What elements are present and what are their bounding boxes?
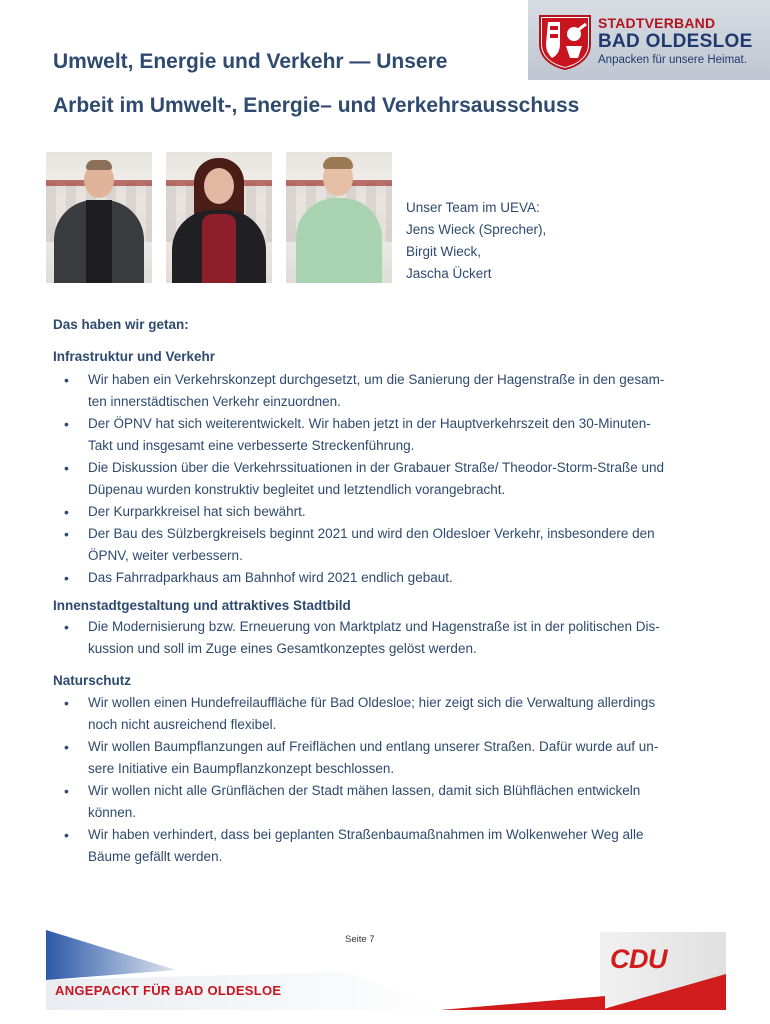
team-info bbox=[406, 197, 546, 285]
team-photo-birgit bbox=[166, 152, 272, 283]
list-item: • Wir wollen einen Hundefreilauffläche für Bad Oldesloe; hier zeigt sich die Verwaltung allerdings noch nicht ausreichend flexibel. bbox=[62, 692, 722, 736]
list-innenstadt bbox=[62, 616, 722, 660]
city-crest-icon bbox=[538, 14, 592, 70]
section-heading-verkehr: Infrastruktur und Verkehr bbox=[53, 349, 216, 364]
logo-line-2: BAD OLDESLOE bbox=[598, 31, 753, 52]
section-heading-innenstadt: Innenstadtgestaltung und attraktives Stadtbild bbox=[53, 598, 351, 613]
logo-tagline: Anpacken für unsere Heimat. bbox=[598, 54, 747, 66]
footer-red-stripe bbox=[440, 994, 605, 1010]
page-title-line-2: Arbeit im Umwelt-, Energie– und Verkehrsausschuss bbox=[53, 94, 580, 117]
section-heading-naturschutz: Naturschutz bbox=[53, 673, 132, 688]
list-item: • Der Kurparkkreisel hat sich bewährt. bbox=[62, 501, 722, 523]
team-member: Jascha Ückert bbox=[406, 266, 492, 281]
page-number: Seite 7 bbox=[345, 934, 375, 945]
list-item: • Die Modernisierung bzw. Erneuerung von Marktplatz und Hagenstraße ist in der politischen Dis- kussion und soll im Zuge eines Gesamtkonzeptes gelöst werden. bbox=[62, 616, 722, 660]
cdu-logo-text: CDU bbox=[610, 944, 667, 974]
list-verkehr bbox=[62, 369, 722, 589]
intro-heading: Das haben wir getan: bbox=[53, 317, 189, 332]
list-item: • Wir wollen nicht alle Grünflächen der Stadt mähen lassen, damit sich Blühflächen entwickeln können. bbox=[62, 780, 722, 824]
logo-line-1: STADTVERBAND bbox=[598, 15, 716, 31]
logo-banner bbox=[528, 0, 770, 80]
list-item: • Wir haben ein Verkehrskonzept durchgesetzt, um die Sanierung der Hagenstraße in den gesam- ten innerstädtischen Verkehr einzuordnen. bbox=[62, 369, 722, 413]
list-item: • Wir wollen Baumpflanzungen auf Freiflächen und entlang unserer Straßen. Dafür wurde auf un- sere Initiative ein Baumpflanzkonzept beschlossen. bbox=[62, 736, 722, 780]
footer-swoosh-graphic bbox=[46, 930, 446, 1010]
list-item: • Der Bau des Sülzbergkreisels beginnt 2021 und wird den Oldesloer Verkehr, insbesondere den ÖPNV, weiter verbessern. bbox=[62, 523, 722, 567]
team-member: Jens Wieck (Sprecher), bbox=[406, 222, 547, 237]
team-photo-jens bbox=[46, 152, 152, 283]
footer-slogan: ANGEPACKT FÜR BAD OLDESLOE bbox=[55, 983, 282, 998]
list-item: • Wir haben verhindert, dass bei geplanten Straßenbaumaßnahmen im Wolkenweher Weg alle Bäume gefällt werden. bbox=[62, 824, 722, 868]
list-naturschutz bbox=[62, 692, 722, 868]
team-member: Birgit Wieck, bbox=[406, 244, 482, 259]
list-item: • Der ÖPNV hat sich weiterentwickelt. Wir haben jetzt in der Hauptverkehrszeit den 30-Minuten- Takt und insgesamt eine verbesserte Streckenführung. bbox=[62, 413, 722, 457]
list-item: • Die Diskussion über die Verkehrssituationen in der Grabauer Straße/ Theodor-Storm-Straße und Düpenau wurden konstruktiv begleitet und letztendlich vorangebracht. bbox=[62, 457, 722, 501]
page-title-line-1: Umwelt, Energie und Verkehr — Unsere bbox=[53, 50, 448, 73]
team-heading: Unser Team im UEVA: bbox=[406, 200, 540, 215]
list-item: • Das Fahrradparkhaus am Bahnhof wird 2021 endlich gebaut. bbox=[62, 567, 722, 589]
team-photo-jascha bbox=[286, 152, 392, 283]
